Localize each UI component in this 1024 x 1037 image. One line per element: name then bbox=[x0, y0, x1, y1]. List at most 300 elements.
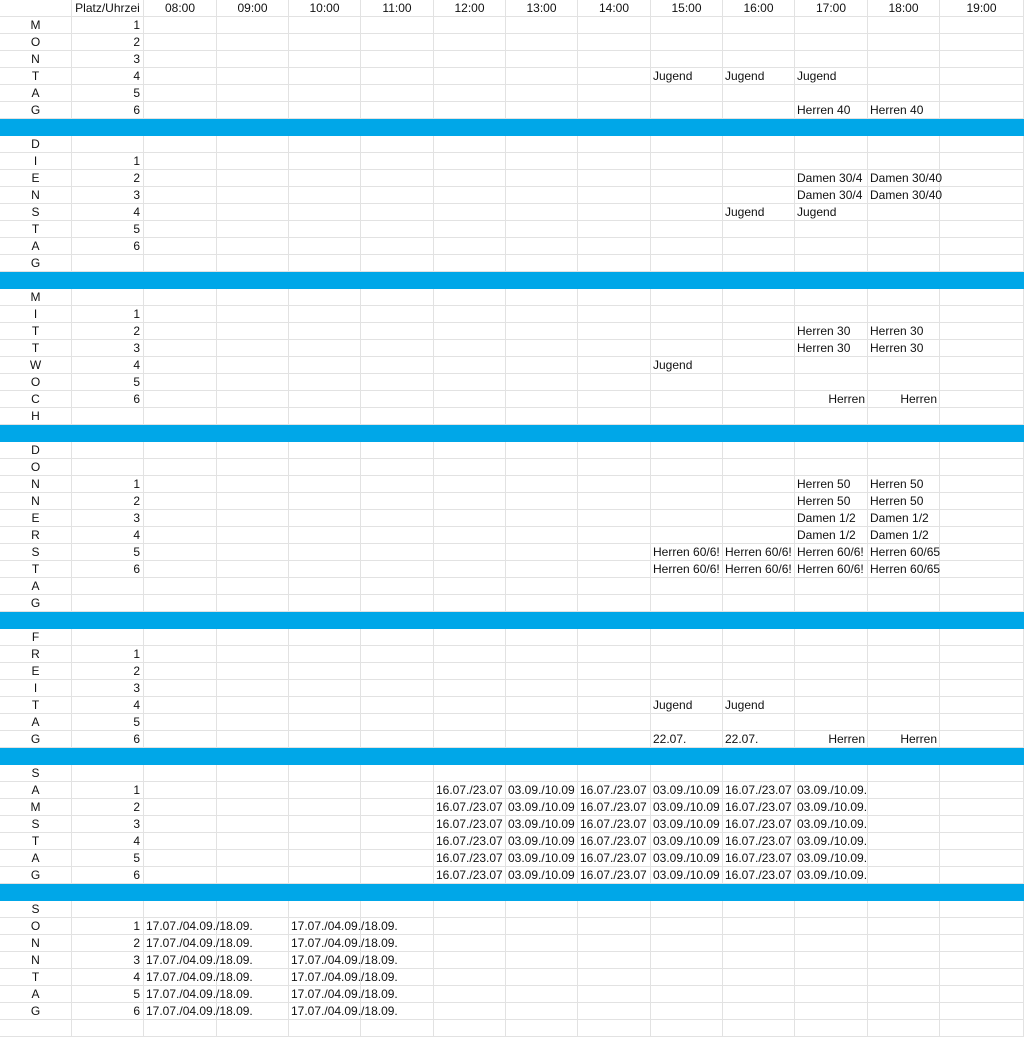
grid-cell[interactable] bbox=[578, 221, 651, 238]
grid-cell[interactable] bbox=[723, 357, 795, 374]
grid-cell[interactable] bbox=[361, 731, 434, 748]
grid-cell[interactable] bbox=[868, 969, 940, 986]
schedule-entry[interactable]: 03.09./10.09. bbox=[797, 800, 868, 814]
grid-cell[interactable] bbox=[578, 459, 651, 476]
platz-number-cell[interactable] bbox=[72, 595, 144, 612]
schedule-entry[interactable]: Jugend bbox=[795, 68, 868, 85]
grid-cell[interactable] bbox=[434, 170, 506, 187]
grid-cell[interactable] bbox=[217, 544, 289, 561]
platz-number-cell[interactable]: 5 bbox=[72, 714, 144, 731]
grid-cell[interactable] bbox=[217, 816, 289, 833]
grid-cell[interactable] bbox=[217, 102, 289, 119]
grid-cell[interactable] bbox=[723, 340, 795, 357]
grid-cell[interactable] bbox=[506, 476, 578, 493]
grid-cell[interactable] bbox=[723, 187, 795, 204]
platz-number-cell[interactable]: 2 bbox=[72, 170, 144, 187]
grid-cell[interactable] bbox=[434, 374, 506, 391]
grid-cell[interactable] bbox=[940, 1020, 1024, 1037]
grid-cell[interactable] bbox=[651, 527, 723, 544]
schedule-entry[interactable]: 03.09./10.09. bbox=[797, 817, 868, 831]
platz-number-cell[interactable]: 1 bbox=[72, 782, 144, 799]
grid-cell[interactable] bbox=[289, 391, 361, 408]
grid-cell[interactable] bbox=[289, 85, 361, 102]
grid-cell[interactable] bbox=[144, 170, 217, 187]
grid-cell[interactable] bbox=[217, 255, 289, 272]
day-letter-cell[interactable]: D bbox=[0, 442, 72, 459]
grid-cell[interactable] bbox=[361, 544, 434, 561]
grid-cell[interactable] bbox=[868, 442, 940, 459]
grid-cell[interactable] bbox=[217, 918, 289, 935]
day-letter-cell[interactable]: R bbox=[0, 527, 72, 544]
grid-cell[interactable] bbox=[940, 187, 1024, 204]
grid-cell[interactable] bbox=[940, 850, 1024, 867]
grid-cell[interactable] bbox=[651, 170, 723, 187]
platz-number-cell[interactable]: 5 bbox=[72, 85, 144, 102]
grid-cell[interactable] bbox=[144, 374, 217, 391]
schedule-entry[interactable]: Herren 50 bbox=[868, 493, 940, 510]
grid-cell[interactable] bbox=[289, 170, 361, 187]
grid-cell[interactable] bbox=[795, 306, 868, 323]
grid-cell[interactable] bbox=[578, 680, 651, 697]
grid-cell[interactable] bbox=[361, 816, 434, 833]
grid-cell[interactable] bbox=[651, 595, 723, 612]
grid-cell[interactable] bbox=[361, 68, 434, 85]
grid-cell[interactable] bbox=[361, 901, 434, 918]
grid-cell[interactable] bbox=[361, 85, 434, 102]
grid-cell[interactable] bbox=[578, 646, 651, 663]
grid-cell[interactable] bbox=[289, 901, 361, 918]
platz-number-cell[interactable]: 1 bbox=[72, 17, 144, 34]
grid-cell[interactable] bbox=[868, 901, 940, 918]
grid-cell[interactable] bbox=[144, 68, 217, 85]
schedule-entry[interactable]: 17.07./04.09./18.09. bbox=[146, 987, 253, 1001]
platz-number-cell[interactable] bbox=[72, 442, 144, 459]
grid-cell[interactable] bbox=[434, 85, 506, 102]
grid-cell[interactable] bbox=[361, 663, 434, 680]
grid-cell[interactable] bbox=[868, 153, 940, 170]
grid-cell[interactable] bbox=[217, 1003, 289, 1020]
grid-cell[interactable] bbox=[651, 629, 723, 646]
grid-cell[interactable] bbox=[144, 544, 217, 561]
grid-cell[interactable] bbox=[506, 952, 578, 969]
schedule-entry[interactable]: 17.07./04.09./18.09. bbox=[291, 936, 398, 950]
schedule-entry[interactable]: 16.07./23.07 bbox=[578, 816, 651, 833]
grid-cell[interactable] bbox=[361, 153, 434, 170]
grid-cell[interactable] bbox=[578, 68, 651, 85]
grid-cell[interactable] bbox=[578, 289, 651, 306]
schedule-entry[interactable]: 03.09./10.09 bbox=[651, 782, 723, 799]
grid-cell[interactable] bbox=[289, 136, 361, 153]
header-time-1900[interactable]: 19:00 bbox=[940, 0, 1024, 17]
grid-cell[interactable] bbox=[434, 1020, 506, 1037]
schedule-entry[interactable]: 17.07./04.09./18.09. bbox=[291, 1004, 398, 1018]
grid-cell[interactable] bbox=[723, 442, 795, 459]
grid-cell[interactable] bbox=[723, 102, 795, 119]
grid-cell[interactable] bbox=[651, 102, 723, 119]
grid-cell[interactable] bbox=[289, 255, 361, 272]
platz-number-cell[interactable]: 2 bbox=[72, 323, 144, 340]
schedule-entry[interactable]: 03.09./10.09. bbox=[797, 834, 868, 848]
grid-cell[interactable] bbox=[144, 697, 217, 714]
grid-cell[interactable] bbox=[289, 782, 361, 799]
platz-number-cell[interactable]: 2 bbox=[72, 663, 144, 680]
grid-cell[interactable] bbox=[217, 85, 289, 102]
grid-cell[interactable] bbox=[940, 204, 1024, 221]
grid-cell[interactable] bbox=[578, 374, 651, 391]
grid-cell[interactable] bbox=[506, 986, 578, 1003]
schedule-entry[interactable]: 16.07./23.07 bbox=[578, 867, 651, 884]
grid-cell[interactable] bbox=[144, 102, 217, 119]
grid-cell[interactable] bbox=[940, 629, 1024, 646]
grid-cell[interactable] bbox=[723, 51, 795, 68]
grid-cell[interactable] bbox=[289, 408, 361, 425]
grid-cell[interactable] bbox=[434, 901, 506, 918]
grid-cell[interactable] bbox=[651, 51, 723, 68]
grid-cell[interactable] bbox=[506, 238, 578, 255]
schedule-entry[interactable]: Jugend bbox=[795, 204, 868, 221]
grid-cell[interactable] bbox=[578, 765, 651, 782]
grid-cell[interactable] bbox=[506, 544, 578, 561]
grid-cell[interactable] bbox=[434, 935, 506, 952]
grid-cell[interactable] bbox=[434, 289, 506, 306]
grid-cell[interactable] bbox=[940, 493, 1024, 510]
grid-cell[interactable] bbox=[144, 510, 217, 527]
grid-cell[interactable] bbox=[434, 408, 506, 425]
grid-cell[interactable] bbox=[651, 323, 723, 340]
schedule-entry[interactable]: 22.07. bbox=[651, 731, 723, 748]
grid-cell[interactable] bbox=[289, 238, 361, 255]
grid-cell[interactable] bbox=[651, 459, 723, 476]
grid-cell[interactable] bbox=[578, 187, 651, 204]
grid-cell[interactable] bbox=[434, 765, 506, 782]
grid-cell[interactable] bbox=[361, 374, 434, 391]
header-time-1800[interactable]: 18:00 bbox=[868, 0, 940, 17]
grid-cell[interactable] bbox=[434, 646, 506, 663]
grid-cell[interactable] bbox=[578, 17, 651, 34]
schedule-entry[interactable]: 03.09./10.09. bbox=[797, 851, 868, 865]
grid-cell[interactable] bbox=[578, 969, 651, 986]
grid-cell[interactable] bbox=[361, 51, 434, 68]
platz-number-cell[interactable]: 3 bbox=[72, 340, 144, 357]
grid-cell[interactable] bbox=[217, 476, 289, 493]
day-letter-cell[interactable]: O bbox=[0, 459, 72, 476]
grid-cell[interactable] bbox=[434, 459, 506, 476]
grid-cell[interactable] bbox=[506, 731, 578, 748]
grid-cell[interactable] bbox=[868, 782, 940, 799]
grid-cell[interactable] bbox=[506, 136, 578, 153]
platz-number-cell[interactable]: 4 bbox=[72, 697, 144, 714]
platz-number-cell[interactable]: 1 bbox=[72, 918, 144, 935]
grid-cell[interactable] bbox=[651, 408, 723, 425]
header-time-1700[interactable]: 17:00 bbox=[795, 0, 868, 17]
grid-cell[interactable] bbox=[217, 782, 289, 799]
grid-cell[interactable] bbox=[434, 629, 506, 646]
schedule-entry[interactable]: 16.07./23.07 bbox=[578, 799, 651, 816]
grid-cell[interactable] bbox=[651, 153, 723, 170]
grid-cell[interactable] bbox=[651, 17, 723, 34]
grid-cell[interactable] bbox=[940, 34, 1024, 51]
grid-cell[interactable] bbox=[144, 221, 217, 238]
grid-cell[interactable] bbox=[434, 595, 506, 612]
schedule-entry[interactable]: 17.07./04.09./18.09. bbox=[291, 987, 398, 1001]
grid-cell[interactable] bbox=[578, 952, 651, 969]
grid-cell[interactable] bbox=[144, 731, 217, 748]
grid-cell[interactable] bbox=[578, 629, 651, 646]
grid-cell[interactable] bbox=[506, 204, 578, 221]
grid-cell[interactable] bbox=[289, 867, 361, 884]
schedule-entry[interactable]: 03.09./10.09 bbox=[651, 850, 723, 867]
grid-cell[interactable] bbox=[795, 459, 868, 476]
grid-cell[interactable] bbox=[578, 663, 651, 680]
grid-cell[interactable] bbox=[578, 204, 651, 221]
grid-cell[interactable] bbox=[651, 510, 723, 527]
grid-cell[interactable] bbox=[651, 391, 723, 408]
grid-cell[interactable] bbox=[940, 476, 1024, 493]
grid-cell[interactable] bbox=[578, 340, 651, 357]
grid-cell[interactable] bbox=[651, 986, 723, 1003]
day-letter-cell[interactable]: I bbox=[0, 680, 72, 697]
grid-cell[interactable] bbox=[795, 1003, 868, 1020]
grid-cell[interactable] bbox=[795, 697, 868, 714]
schedule-entry[interactable]: 16.07./23.07 bbox=[434, 782, 506, 799]
schedule-entry[interactable]: Herren 60/6! bbox=[723, 561, 795, 578]
schedule-entry[interactable]: 03.09./10.09 bbox=[506, 816, 578, 833]
grid-cell[interactable] bbox=[940, 408, 1024, 425]
grid-cell[interactable] bbox=[144, 680, 217, 697]
grid-cell[interactable] bbox=[361, 561, 434, 578]
grid-cell[interactable] bbox=[434, 731, 506, 748]
day-letter-cell[interactable]: T bbox=[0, 561, 72, 578]
day-letter-cell[interactable]: N bbox=[0, 952, 72, 969]
grid-cell[interactable] bbox=[940, 935, 1024, 952]
grid-cell[interactable] bbox=[361, 833, 434, 850]
grid-cell[interactable] bbox=[434, 187, 506, 204]
schedule-entry[interactable]: Herren 60/6! bbox=[651, 544, 723, 561]
grid-cell[interactable] bbox=[217, 238, 289, 255]
grid-cell[interactable] bbox=[868, 17, 940, 34]
grid-cell[interactable] bbox=[506, 646, 578, 663]
grid-cell[interactable] bbox=[940, 51, 1024, 68]
grid-cell[interactable] bbox=[217, 306, 289, 323]
grid-cell[interactable] bbox=[651, 136, 723, 153]
grid-cell[interactable] bbox=[868, 595, 940, 612]
schedule-entry[interactable]: Jugend bbox=[651, 357, 723, 374]
grid-cell[interactable] bbox=[940, 442, 1024, 459]
grid-cell[interactable] bbox=[289, 493, 361, 510]
grid-cell[interactable] bbox=[289, 850, 361, 867]
grid-cell[interactable] bbox=[217, 578, 289, 595]
grid-cell[interactable] bbox=[434, 986, 506, 1003]
day-letter-cell[interactable]: N bbox=[0, 187, 72, 204]
grid-cell[interactable] bbox=[289, 731, 361, 748]
grid-cell[interactable] bbox=[651, 1003, 723, 1020]
day-letter-cell[interactable]: C bbox=[0, 391, 72, 408]
grid-cell[interactable] bbox=[795, 646, 868, 663]
grid-cell[interactable] bbox=[506, 578, 578, 595]
schedule-entry[interactable]: Herren bbox=[795, 391, 868, 408]
grid-cell[interactable] bbox=[868, 136, 940, 153]
grid-cell[interactable] bbox=[144, 17, 217, 34]
day-letter-cell[interactable]: T bbox=[0, 221, 72, 238]
day-letter-cell[interactable]: T bbox=[0, 340, 72, 357]
grid-cell[interactable] bbox=[434, 221, 506, 238]
grid-cell[interactable] bbox=[723, 323, 795, 340]
platz-number-cell[interactable]: 5 bbox=[72, 544, 144, 561]
grid-cell[interactable] bbox=[217, 340, 289, 357]
grid-cell[interactable] bbox=[723, 459, 795, 476]
grid-cell[interactable] bbox=[868, 238, 940, 255]
grid-cell[interactable] bbox=[723, 765, 795, 782]
grid-cell[interactable] bbox=[651, 901, 723, 918]
schedule-entry[interactable]: 16.07./23.07 bbox=[578, 833, 651, 850]
day-letter-cell[interactable]: E bbox=[0, 663, 72, 680]
grid-cell[interactable] bbox=[506, 442, 578, 459]
grid-cell[interactable] bbox=[868, 374, 940, 391]
day-letter-cell[interactable]: N bbox=[0, 51, 72, 68]
grid-cell[interactable] bbox=[361, 1020, 434, 1037]
grid-cell[interactable] bbox=[434, 918, 506, 935]
grid-cell[interactable] bbox=[723, 680, 795, 697]
grid-cell[interactable] bbox=[217, 221, 289, 238]
platz-number-cell[interactable] bbox=[72, 765, 144, 782]
grid-cell[interactable] bbox=[578, 408, 651, 425]
grid-cell[interactable] bbox=[940, 102, 1024, 119]
grid-cell[interactable] bbox=[289, 561, 361, 578]
grid-cell[interactable] bbox=[868, 51, 940, 68]
grid-cell[interactable] bbox=[795, 952, 868, 969]
grid-cell[interactable] bbox=[651, 306, 723, 323]
grid-cell[interactable] bbox=[868, 221, 940, 238]
grid-cell[interactable] bbox=[868, 459, 940, 476]
grid-cell[interactable] bbox=[868, 799, 940, 816]
grid-cell[interactable] bbox=[795, 595, 868, 612]
platz-number-cell[interactable]: 5 bbox=[72, 374, 144, 391]
grid-cell[interactable] bbox=[723, 255, 795, 272]
grid-cell[interactable] bbox=[578, 510, 651, 527]
grid-cell[interactable] bbox=[361, 799, 434, 816]
grid-cell[interactable] bbox=[723, 374, 795, 391]
platz-number-cell[interactable] bbox=[72, 901, 144, 918]
day-letter-cell[interactable]: I bbox=[0, 306, 72, 323]
grid-cell[interactable] bbox=[289, 680, 361, 697]
schedule-entry[interactable]: 17.07./04.09./18.09. bbox=[146, 953, 253, 967]
grid-cell[interactable] bbox=[217, 595, 289, 612]
grid-cell[interactable] bbox=[940, 714, 1024, 731]
platz-number-cell[interactable]: 5 bbox=[72, 221, 144, 238]
schedule-entry[interactable]: Herren 60/6! bbox=[795, 544, 868, 561]
schedule-entry[interactable]: Herren 30 bbox=[868, 323, 940, 340]
grid-cell[interactable] bbox=[217, 731, 289, 748]
grid-cell[interactable] bbox=[144, 663, 217, 680]
grid-cell[interactable] bbox=[144, 51, 217, 68]
grid-cell[interactable] bbox=[434, 663, 506, 680]
grid-cell[interactable] bbox=[434, 697, 506, 714]
grid-cell[interactable] bbox=[868, 306, 940, 323]
grid-cell[interactable] bbox=[361, 442, 434, 459]
grid-cell[interactable] bbox=[506, 561, 578, 578]
day-letter-cell[interactable]: T bbox=[0, 697, 72, 714]
grid-cell[interactable] bbox=[940, 544, 1024, 561]
grid-cell[interactable] bbox=[578, 255, 651, 272]
header-time-1200[interactable]: 12:00 bbox=[434, 0, 506, 17]
grid-cell[interactable] bbox=[506, 408, 578, 425]
platz-number-cell[interactable]: 3 bbox=[72, 187, 144, 204]
grid-cell[interactable] bbox=[506, 306, 578, 323]
grid-cell[interactable] bbox=[217, 459, 289, 476]
grid-cell[interactable] bbox=[361, 918, 434, 935]
grid-cell[interactable] bbox=[506, 170, 578, 187]
grid-cell[interactable] bbox=[578, 561, 651, 578]
grid-cell[interactable] bbox=[506, 153, 578, 170]
grid-cell[interactable] bbox=[868, 1003, 940, 1020]
grid-cell[interactable] bbox=[217, 323, 289, 340]
grid-cell[interactable] bbox=[506, 102, 578, 119]
grid-cell[interactable] bbox=[795, 221, 868, 238]
grid-cell[interactable] bbox=[651, 34, 723, 51]
grid-cell[interactable] bbox=[940, 952, 1024, 969]
grid-cell[interactable] bbox=[144, 595, 217, 612]
grid-cell[interactable] bbox=[289, 833, 361, 850]
grid-cell[interactable] bbox=[506, 34, 578, 51]
grid-cell[interactable] bbox=[940, 136, 1024, 153]
grid-cell[interactable] bbox=[651, 578, 723, 595]
grid-cell[interactable] bbox=[361, 323, 434, 340]
grid-cell[interactable] bbox=[361, 459, 434, 476]
grid-cell[interactable] bbox=[361, 697, 434, 714]
grid-cell[interactable] bbox=[361, 34, 434, 51]
grid-cell[interactable] bbox=[868, 408, 940, 425]
grid-cell[interactable] bbox=[217, 51, 289, 68]
platz-number-cell[interactable]: 6 bbox=[72, 1003, 144, 1020]
grid-cell[interactable] bbox=[868, 952, 940, 969]
schedule-entry[interactable]: 03.09./10.09 bbox=[506, 782, 578, 799]
grid-cell[interactable] bbox=[723, 408, 795, 425]
day-letter-cell[interactable]: O bbox=[0, 374, 72, 391]
platz-number-cell[interactable] bbox=[72, 459, 144, 476]
grid-cell[interactable] bbox=[144, 493, 217, 510]
schedule-entry[interactable]: Herren 40 bbox=[795, 102, 868, 119]
grid-cell[interactable] bbox=[217, 391, 289, 408]
grid-cell[interactable] bbox=[723, 595, 795, 612]
day-letter-cell[interactable]: E bbox=[0, 170, 72, 187]
header-time-1500[interactable]: 15:00 bbox=[651, 0, 723, 17]
grid-cell[interactable] bbox=[506, 680, 578, 697]
grid-cell[interactable] bbox=[940, 901, 1024, 918]
schedule-entry[interactable]: 16.07./23.07 bbox=[723, 867, 795, 884]
grid-cell[interactable] bbox=[868, 918, 940, 935]
grid-cell[interactable] bbox=[144, 476, 217, 493]
grid-cell[interactable] bbox=[723, 918, 795, 935]
grid-cell[interactable] bbox=[144, 799, 217, 816]
grid-cell[interactable] bbox=[434, 102, 506, 119]
grid-cell[interactable] bbox=[723, 1003, 795, 1020]
grid-cell[interactable] bbox=[506, 918, 578, 935]
grid-cell[interactable] bbox=[651, 374, 723, 391]
grid-cell[interactable] bbox=[144, 850, 217, 867]
platz-number-cell[interactable] bbox=[72, 578, 144, 595]
grid-cell[interactable] bbox=[723, 527, 795, 544]
grid-cell[interactable] bbox=[144, 255, 217, 272]
platz-number-cell[interactable]: 4 bbox=[72, 969, 144, 986]
day-letter-cell[interactable]: M bbox=[0, 799, 72, 816]
day-letter-cell[interactable]: T bbox=[0, 68, 72, 85]
schedule-entry[interactable]: Herren 40 bbox=[868, 102, 940, 119]
header-time-1300[interactable]: 13:00 bbox=[506, 0, 578, 17]
grid-cell[interactable] bbox=[217, 867, 289, 884]
grid-cell[interactable] bbox=[723, 153, 795, 170]
schedule-entry[interactable]: 17.07./04.09./18.09. bbox=[146, 936, 253, 950]
day-letter-cell[interactable]: A bbox=[0, 850, 72, 867]
